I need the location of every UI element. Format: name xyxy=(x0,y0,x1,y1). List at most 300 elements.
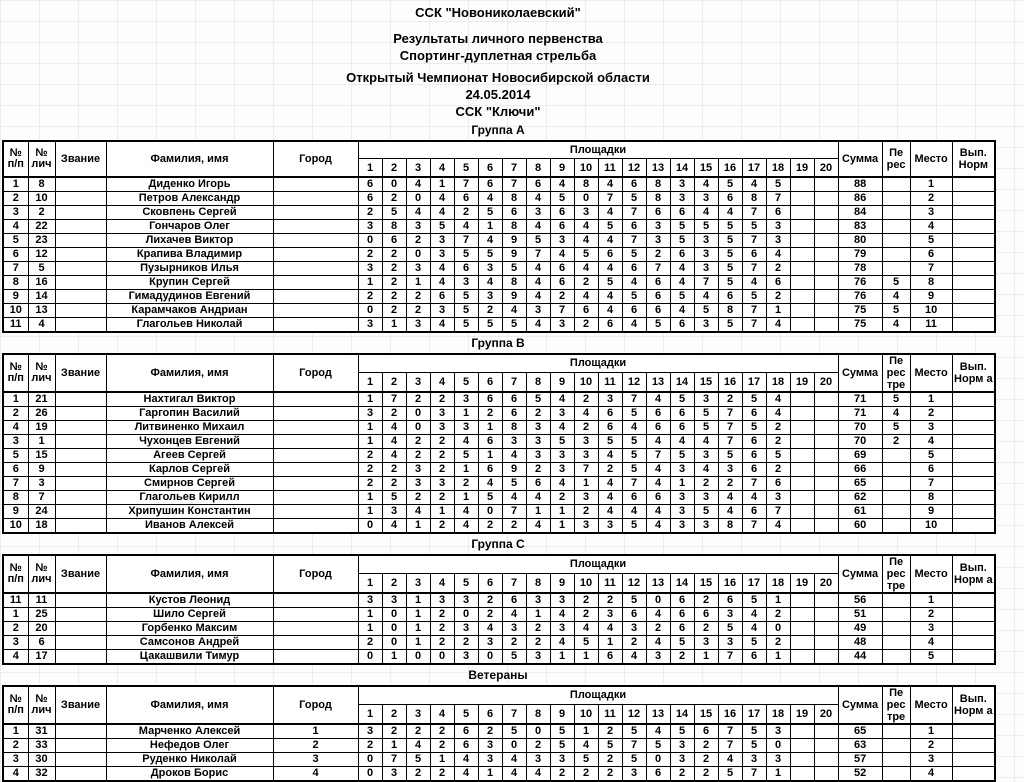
cell-mesto: 1 xyxy=(910,593,952,608)
cell-score: 4 xyxy=(766,392,790,407)
cell-score: 2 xyxy=(526,463,550,477)
cell-score: 3 xyxy=(454,421,478,435)
station-number: 20 xyxy=(814,159,838,178)
cell-score: 2 xyxy=(430,724,454,739)
cell-score: 2 xyxy=(382,407,406,421)
cell-score xyxy=(814,435,838,449)
table-row xyxy=(3,421,995,435)
cell-score: 5 xyxy=(574,636,598,650)
cell-score: 4 xyxy=(718,753,742,767)
col-header-city: Город xyxy=(273,686,358,724)
cell-score: 5 xyxy=(478,491,502,505)
cell-score: 4 xyxy=(454,753,478,767)
cell-score: 4 xyxy=(718,491,742,505)
cell-city xyxy=(273,192,358,206)
table-row xyxy=(3,767,995,782)
cell-score: 5 xyxy=(454,449,478,463)
cell-score: 4 xyxy=(454,505,478,519)
cell-score: 3 xyxy=(574,519,598,534)
cell-score: 4 xyxy=(646,505,670,519)
cell-score: 2 xyxy=(766,262,790,276)
cell-pere xyxy=(882,519,910,534)
cell-score: 4 xyxy=(766,248,790,262)
cell-lich: 6 xyxy=(28,636,55,650)
cell-score: 2 xyxy=(430,491,454,505)
cell-name: Гаргопин Василий xyxy=(106,407,273,421)
station-number: 7 xyxy=(502,159,526,178)
cell-score: 0 xyxy=(766,622,790,636)
cell-score: 1 xyxy=(598,636,622,650)
cell-pp: 8 xyxy=(3,491,28,505)
cell-score: 0 xyxy=(382,636,406,650)
cell-score: 2 xyxy=(598,767,622,782)
cell-score: 0 xyxy=(382,622,406,636)
cell-score: 3 xyxy=(430,477,454,491)
cell-score: 2 xyxy=(454,636,478,650)
cell-score xyxy=(790,519,814,534)
cell-score: 5 xyxy=(598,220,622,234)
cell-summa: 88 xyxy=(838,177,882,192)
cell-score: 6 xyxy=(766,206,790,220)
cell-score: 4 xyxy=(742,622,766,636)
cell-lich: 8 xyxy=(28,177,55,192)
cell-score: 5 xyxy=(670,724,694,739)
cell-score: 4 xyxy=(502,608,526,622)
cell-vyp xyxy=(952,593,995,608)
cell-score: 6 xyxy=(742,248,766,262)
cell-score: 4 xyxy=(526,491,550,505)
cell-score: 4 xyxy=(406,177,430,192)
cell-score: 4 xyxy=(598,477,622,491)
cell-vyp xyxy=(952,318,995,333)
cell-score: 5 xyxy=(670,220,694,234)
cell-score: 3 xyxy=(478,262,502,276)
cell-zvanie xyxy=(55,650,106,665)
station-number: 12 xyxy=(622,704,646,724)
cell-lich: 13 xyxy=(28,304,55,318)
cell-score: 4 xyxy=(646,392,670,407)
cell-city xyxy=(273,248,358,262)
cell-pere: 5 xyxy=(882,276,910,290)
cell-pp: 4 xyxy=(3,421,28,435)
cell-score: 5 xyxy=(622,593,646,608)
cell-pp: 1 xyxy=(3,608,28,622)
cell-summa: 76 xyxy=(838,290,882,304)
cell-score: 1 xyxy=(358,491,382,505)
cell-score: 7 xyxy=(622,392,646,407)
cell-score: 4 xyxy=(550,177,574,192)
cell-score: 2 xyxy=(382,304,406,318)
table-row xyxy=(3,650,995,665)
cell-name: Петров Александр xyxy=(106,192,273,206)
cell-score xyxy=(790,220,814,234)
cell-score: 6 xyxy=(526,177,550,192)
cell-pere xyxy=(882,220,910,234)
station-number: 5 xyxy=(454,704,478,724)
station-number: 10 xyxy=(574,372,598,392)
cell-score xyxy=(814,753,838,767)
cell-score: 7 xyxy=(742,767,766,782)
cell-lich: 2 xyxy=(28,206,55,220)
cell-score: 6 xyxy=(502,392,526,407)
table-row xyxy=(3,220,995,234)
station-number: 2 xyxy=(382,159,406,178)
cell-score: 6 xyxy=(502,206,526,220)
cell-score: 4 xyxy=(622,505,646,519)
cell-score: 6 xyxy=(646,290,670,304)
cell-mesto: 2 xyxy=(910,407,952,421)
cell-score: 7 xyxy=(454,234,478,248)
cell-city xyxy=(273,449,358,463)
cell-score: 5 xyxy=(574,248,598,262)
cell-score xyxy=(790,449,814,463)
cell-score: 5 xyxy=(742,593,766,608)
cell-score: 0 xyxy=(766,739,790,753)
cell-summa: 52 xyxy=(838,767,882,782)
cell-score: 3 xyxy=(526,304,550,318)
station-number: 2 xyxy=(382,372,406,392)
cell-score: 3 xyxy=(502,622,526,636)
cell-pp: 4 xyxy=(3,767,28,782)
cell-zvanie xyxy=(55,608,106,622)
cell-lich: 32 xyxy=(28,767,55,782)
cell-score: 2 xyxy=(406,767,430,782)
cell-vyp xyxy=(952,421,995,435)
cell-score xyxy=(814,608,838,622)
cell-score: 3 xyxy=(382,593,406,608)
cell-score: 2 xyxy=(670,767,694,782)
cell-score: 7 xyxy=(718,739,742,753)
cell-score: 6 xyxy=(646,407,670,421)
cell-score: 2 xyxy=(766,608,790,622)
cell-score: 5 xyxy=(622,248,646,262)
col-header-lich: № лич xyxy=(28,555,55,593)
station-number: 1 xyxy=(358,159,382,178)
cell-score: 6 xyxy=(478,463,502,477)
cell-score: 4 xyxy=(742,491,766,505)
cell-score xyxy=(790,477,814,491)
cell-mesto: 1 xyxy=(910,724,952,739)
cell-pp: 4 xyxy=(3,220,28,234)
station-number: 10 xyxy=(574,573,598,593)
cell-score: 2 xyxy=(766,435,790,449)
cell-pp: 11 xyxy=(3,593,28,608)
col-header-summa: Сумма xyxy=(838,141,882,177)
cell-score: 6 xyxy=(646,421,670,435)
cell-score: 2 xyxy=(382,248,406,262)
cell-score: 3 xyxy=(694,262,718,276)
cell-score: 4 xyxy=(550,608,574,622)
group-title: Ветераны xyxy=(468,668,528,682)
station-number: 6 xyxy=(478,159,502,178)
cell-score xyxy=(790,622,814,636)
cell-score: 7 xyxy=(766,192,790,206)
cell-score xyxy=(790,435,814,449)
results-table xyxy=(2,140,996,333)
cell-score: 2 xyxy=(478,593,502,608)
cell-score: 6 xyxy=(574,304,598,318)
cell-name: Цакашвили Тимур xyxy=(106,650,273,665)
cell-score: 3 xyxy=(598,392,622,407)
cell-score: 6 xyxy=(598,421,622,435)
station-number: 5 xyxy=(454,372,478,392)
station-number: 15 xyxy=(694,372,718,392)
cell-summa: 56 xyxy=(838,593,882,608)
cell-mesto: 5 xyxy=(910,234,952,248)
cell-city xyxy=(273,491,358,505)
cell-score: 0 xyxy=(574,192,598,206)
station-number: 17 xyxy=(742,573,766,593)
cell-score: 5 xyxy=(406,753,430,767)
cell-summa: 80 xyxy=(838,234,882,248)
cell-score: 4 xyxy=(598,304,622,318)
cell-score: 5 xyxy=(454,248,478,262)
cell-score: 4 xyxy=(646,477,670,491)
cell-score: 5 xyxy=(550,192,574,206)
station-number: 16 xyxy=(718,372,742,392)
cell-name: Лихачев Виктор xyxy=(106,234,273,248)
cell-score xyxy=(814,407,838,421)
cell-name: Карлов Сергей xyxy=(106,463,273,477)
cell-score xyxy=(790,753,814,767)
cell-score: 4 xyxy=(550,477,574,491)
cell-summa: 69 xyxy=(838,449,882,463)
cell-pere xyxy=(882,724,910,739)
cell-score: 3 xyxy=(550,234,574,248)
cell-score: 1 xyxy=(694,650,718,665)
cell-lich: 31 xyxy=(28,724,55,739)
cell-pere xyxy=(882,248,910,262)
cell-score: 2 xyxy=(598,463,622,477)
cell-lich: 1 xyxy=(28,435,55,449)
cell-zvanie xyxy=(55,276,106,290)
cell-score: 2 xyxy=(526,407,550,421)
table-row xyxy=(3,290,995,304)
cell-score: 1 xyxy=(430,753,454,767)
cell-score xyxy=(814,477,838,491)
cell-score: 8 xyxy=(574,177,598,192)
cell-score: 6 xyxy=(742,435,766,449)
cell-score: 2 xyxy=(358,463,382,477)
cell-score: 7 xyxy=(622,477,646,491)
cell-score: 0 xyxy=(478,505,502,519)
cell-name: Иванов Алексей xyxy=(106,519,273,534)
cell-score xyxy=(790,262,814,276)
cell-score: 7 xyxy=(742,206,766,220)
cell-score: 6 xyxy=(526,477,550,491)
cell-score: 4 xyxy=(574,290,598,304)
cell-score: 2 xyxy=(406,435,430,449)
cell-summa: 57 xyxy=(838,753,882,767)
cell-mesto: 3 xyxy=(910,622,952,636)
cell-score: 1 xyxy=(670,477,694,491)
cell-score: 5 xyxy=(718,262,742,276)
cell-score: 3 xyxy=(550,407,574,421)
cell-score: 1 xyxy=(766,304,790,318)
cell-score: 6 xyxy=(670,206,694,220)
cell-score xyxy=(790,421,814,435)
cell-score: 4 xyxy=(622,650,646,665)
cell-score: 0 xyxy=(358,753,382,767)
station-number: 16 xyxy=(718,573,742,593)
cell-pp: 9 xyxy=(3,290,28,304)
cell-score: 3 xyxy=(430,407,454,421)
group-title: Группа С xyxy=(471,537,525,551)
cell-score: 6 xyxy=(766,477,790,491)
cell-score: 4 xyxy=(526,318,550,333)
cell-score: 5 xyxy=(622,192,646,206)
cell-score: 7 xyxy=(622,234,646,248)
table-row xyxy=(3,593,995,608)
cell-score: 6 xyxy=(766,276,790,290)
cell-score xyxy=(790,192,814,206)
cell-score: 9 xyxy=(502,290,526,304)
cell-zvanie xyxy=(55,304,106,318)
cell-city xyxy=(273,435,358,449)
cell-score: 4 xyxy=(454,220,478,234)
cell-score: 2 xyxy=(526,636,550,650)
cell-lich: 12 xyxy=(28,248,55,262)
cell-score: 4 xyxy=(454,767,478,782)
cell-score: 6 xyxy=(670,608,694,622)
cell-score: 3 xyxy=(598,519,622,534)
col-header-mesto: Место xyxy=(910,354,952,392)
cell-lich: 25 xyxy=(28,608,55,622)
cell-score: 2 xyxy=(766,636,790,650)
cell-score: 2 xyxy=(406,491,430,505)
cell-score: 8 xyxy=(502,421,526,435)
cell-score: 6 xyxy=(718,290,742,304)
cell-score: 3 xyxy=(478,636,502,650)
cell-score: 3 xyxy=(670,491,694,505)
cell-score: 3 xyxy=(766,724,790,739)
cell-score: 1 xyxy=(478,220,502,234)
cell-score: 4 xyxy=(550,392,574,407)
cell-score: 0 xyxy=(358,234,382,248)
station-number: 3 xyxy=(406,573,430,593)
cell-score: 6 xyxy=(718,192,742,206)
cell-score: 3 xyxy=(550,449,574,463)
cell-name: Дроков Борис xyxy=(106,767,273,782)
cell-lich: 24 xyxy=(28,505,55,519)
cell-score: 6 xyxy=(670,318,694,333)
cell-score: 2 xyxy=(358,739,382,753)
cell-pere xyxy=(882,622,910,636)
col-header-lich: № лич xyxy=(28,354,55,392)
cell-score: 5 xyxy=(550,724,574,739)
cell-score: 5 xyxy=(478,206,502,220)
table-row xyxy=(3,622,995,636)
cell-score: 6 xyxy=(382,234,406,248)
cell-zvanie xyxy=(55,392,106,407)
cell-zvanie xyxy=(55,421,106,435)
cell-city: 2 xyxy=(273,739,358,753)
cell-score: 2 xyxy=(478,304,502,318)
cell-score: 6 xyxy=(622,220,646,234)
cell-score: 3 xyxy=(742,753,766,767)
cell-score: 5 xyxy=(502,318,526,333)
station-number: 19 xyxy=(790,372,814,392)
cell-score: 6 xyxy=(598,318,622,333)
cell-score: 5 xyxy=(766,177,790,192)
col-header-ploshchadki: Площадки xyxy=(358,555,838,573)
cell-zvanie xyxy=(55,318,106,333)
cell-score: 2 xyxy=(358,290,382,304)
cell-score: 3 xyxy=(382,505,406,519)
col-header-vyp: Вып. Норм а xyxy=(952,555,995,593)
cell-score: 1 xyxy=(358,392,382,407)
cell-score: 1 xyxy=(358,608,382,622)
cell-score: 3 xyxy=(550,622,574,636)
cell-score xyxy=(814,392,838,407)
table-row xyxy=(3,392,995,407)
table-row xyxy=(3,407,995,421)
cell-score: 3 xyxy=(406,463,430,477)
table-row xyxy=(3,192,995,206)
cell-score: 2 xyxy=(406,304,430,318)
cell-score: 2 xyxy=(478,519,502,534)
cell-score: 6 xyxy=(670,622,694,636)
cell-score: 4 xyxy=(502,753,526,767)
cell-score xyxy=(814,421,838,435)
station-number: 18 xyxy=(766,159,790,178)
cell-pere xyxy=(882,463,910,477)
cell-lich: 9 xyxy=(28,463,55,477)
cell-score: 1 xyxy=(454,463,478,477)
cell-score: 1 xyxy=(766,593,790,608)
cell-pere: 2 xyxy=(882,435,910,449)
cell-name: Глагольев Николай xyxy=(106,318,273,333)
cell-vyp xyxy=(952,491,995,505)
cell-score: 4 xyxy=(622,421,646,435)
cell-score: 2 xyxy=(670,650,694,665)
cell-pere xyxy=(882,753,910,767)
cell-vyp xyxy=(952,622,995,636)
cell-score: 7 xyxy=(574,463,598,477)
cell-score: 2 xyxy=(406,290,430,304)
station-number: 10 xyxy=(574,159,598,178)
cell-score: 4 xyxy=(694,463,718,477)
cell-score: 1 xyxy=(478,421,502,435)
cell-city xyxy=(273,304,358,318)
cell-score: 7 xyxy=(502,505,526,519)
station-number: 17 xyxy=(742,704,766,724)
cell-score: 3 xyxy=(694,636,718,650)
cell-score: 2 xyxy=(430,519,454,534)
cell-score: 5 xyxy=(718,177,742,192)
col-header-pp: № п/п xyxy=(3,555,28,593)
cell-score: 1 xyxy=(574,650,598,665)
station-number: 19 xyxy=(790,704,814,724)
cell-score: 2 xyxy=(430,767,454,782)
cell-score: 8 xyxy=(502,192,526,206)
station-number: 14 xyxy=(670,704,694,724)
cell-score: 7 xyxy=(766,505,790,519)
cell-score: 1 xyxy=(382,650,406,665)
cell-pp: 7 xyxy=(3,262,28,276)
cell-pp: 5 xyxy=(3,449,28,463)
station-number: 6 xyxy=(478,573,502,593)
cell-score: 0 xyxy=(406,248,430,262)
cell-pere xyxy=(882,262,910,276)
cell-score: 4 xyxy=(406,206,430,220)
cell-summa: 48 xyxy=(838,636,882,650)
station-number: 13 xyxy=(646,159,670,178)
cell-pere xyxy=(882,206,910,220)
cell-vyp xyxy=(952,505,995,519)
cell-score: 3 xyxy=(430,234,454,248)
cell-zvanie xyxy=(55,622,106,636)
